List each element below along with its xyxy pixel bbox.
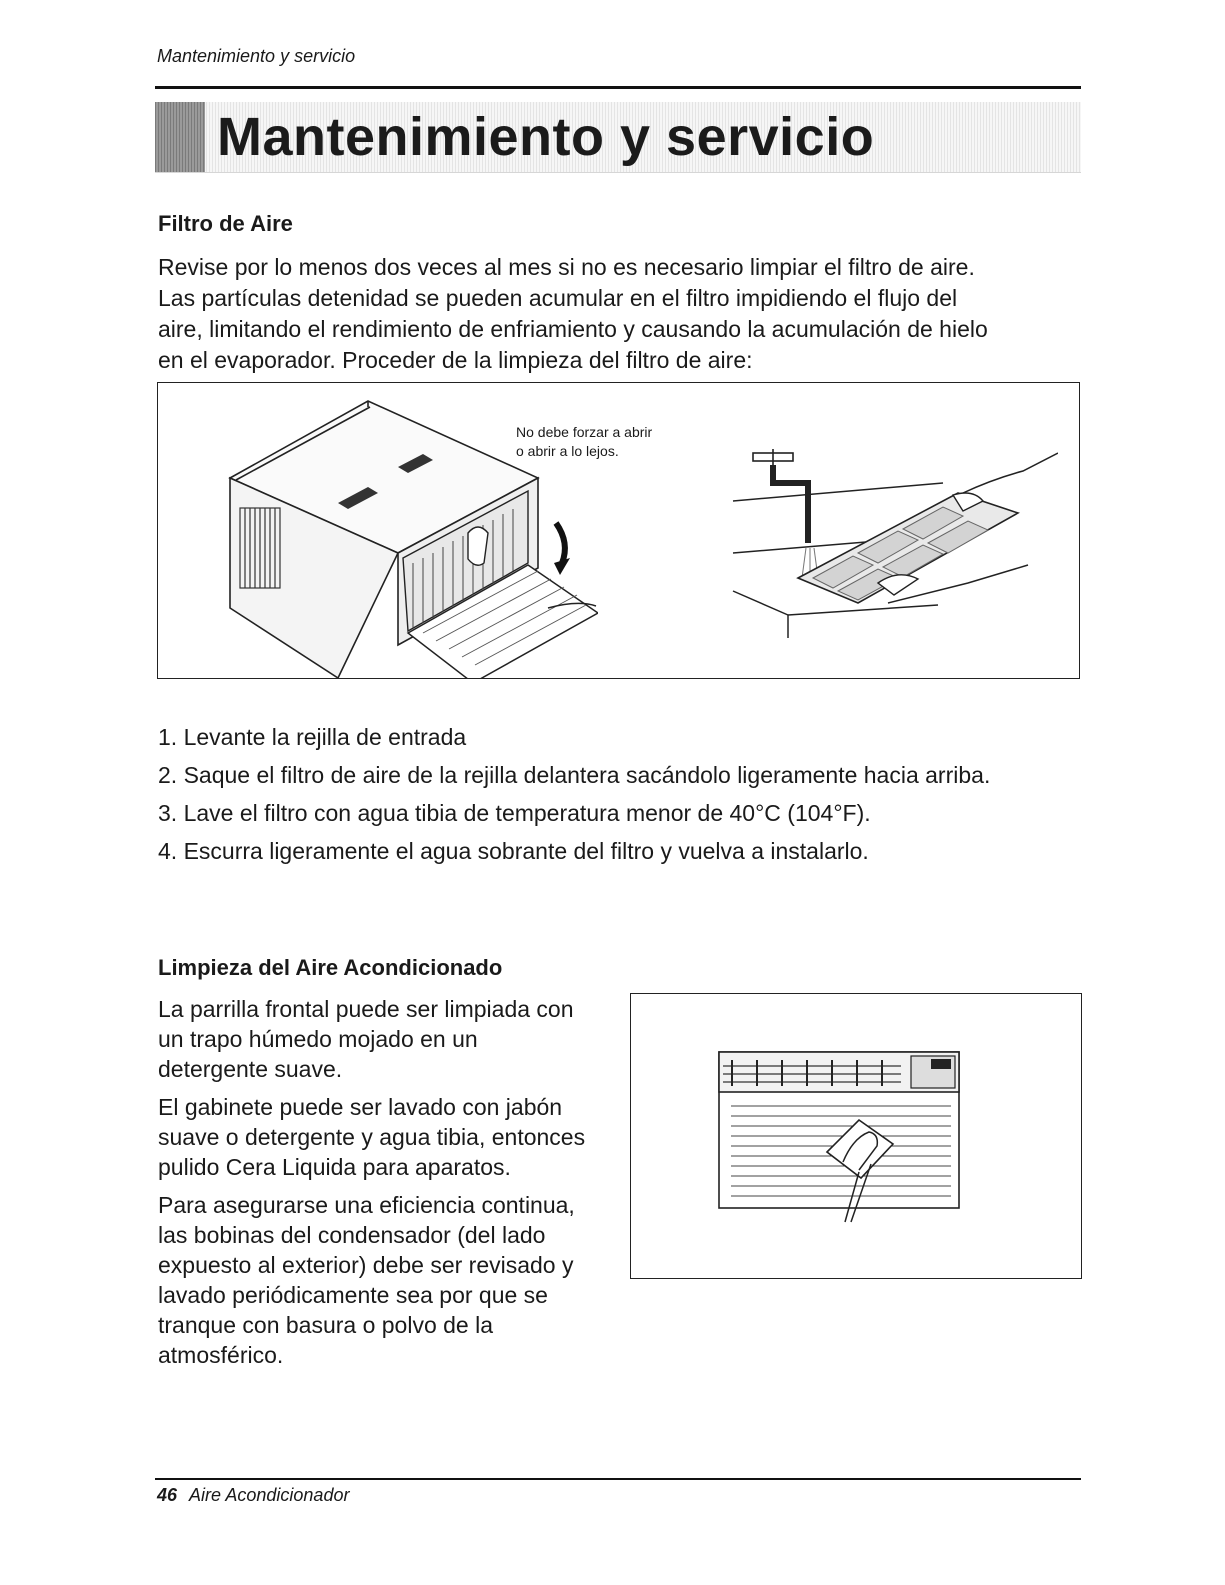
filter-washing-illustration xyxy=(728,383,1058,678)
text-line: las bobinas del condensador (del lado xyxy=(158,1222,546,1248)
filter-steps xyxy=(158,718,990,870)
footer-product: Aire Acondicionador xyxy=(189,1485,350,1505)
running-header: Mantenimiento y servicio xyxy=(157,46,356,66)
text-line: El gabinete puede ser lavado con jabón xyxy=(158,1094,563,1120)
text-line: La parrilla frontal puede ser limpiada con xyxy=(158,996,574,1022)
list-item: 2. Saque el filtro de aire de la rejilla delantera sacándolo ligeramente hacia arriba. xyxy=(158,762,991,788)
header-rule xyxy=(155,86,1081,89)
text-line: lavado periódicamente sea por que se xyxy=(158,1282,548,1308)
callout-line: o abrir a lo lejos. xyxy=(516,443,619,459)
section-title: Mantenimiento y servicio xyxy=(217,107,875,167)
cleaning-heading: Limpieza del Aire Acondicionado xyxy=(158,955,503,980)
list-item: 4. Escurra ligeramente el agua sobrante del filtro y vuelva a instalarlo. xyxy=(158,838,869,864)
cleaning-text xyxy=(158,994,628,1370)
cleaning-paragraph xyxy=(158,994,628,1084)
filter-intro-line: Revise por lo menos dos veces al mes si no es necesario limpiar el filtro de aire. xyxy=(158,254,975,280)
text-line: suave o detergente y agua tibia, entonces xyxy=(158,1124,586,1150)
filter-intro-line: Las partículas detenidad se pueden acumular en el filtro impidiendo el flujo del xyxy=(158,285,958,311)
text-line: expuesto al exterior) debe ser revisado y xyxy=(158,1252,574,1278)
cleaning-figure xyxy=(630,993,1082,1279)
text-line: tranque con basura o polvo de la xyxy=(158,1312,494,1338)
filter-heading: Filtro de Aire xyxy=(158,211,293,236)
text-line: Para asegurarse una eficiencia continua, xyxy=(158,1192,575,1218)
filter-intro-line: en el evaporador. Proceder de la limpieza del filtro de aire: xyxy=(158,347,753,373)
callout-line: No debe forzar a abrir xyxy=(516,424,653,440)
page-number: 46 xyxy=(157,1485,178,1505)
filter-intro xyxy=(158,252,1088,376)
text-line: atmosférico. xyxy=(158,1342,284,1368)
section-title-band xyxy=(155,102,1081,173)
ac-front-wipe-illustration xyxy=(631,994,1081,1278)
text-line: pulido Cera Liquida para aparatos. xyxy=(158,1154,511,1180)
page-footer xyxy=(157,1485,349,1506)
figure-callout xyxy=(516,423,652,461)
filter-figure xyxy=(157,382,1080,679)
cleaning-paragraph xyxy=(158,1190,628,1370)
list-item: 3. Lave el filtro con agua tibia de temperatura menor de 40°C (104°F). xyxy=(158,800,871,826)
text-line: detergente suave. xyxy=(158,1056,343,1082)
filter-intro-line: aire, limitando el rendimiento de enfriamiento y causando la acumulación de hielo xyxy=(158,316,988,342)
list-item: 1. Levante la rejilla de entrada xyxy=(158,724,467,750)
footer-rule xyxy=(155,1478,1081,1480)
cleaning-paragraph xyxy=(158,1092,628,1182)
text-line: un trapo húmedo mojado en un xyxy=(158,1026,478,1052)
title-marker xyxy=(155,102,205,172)
